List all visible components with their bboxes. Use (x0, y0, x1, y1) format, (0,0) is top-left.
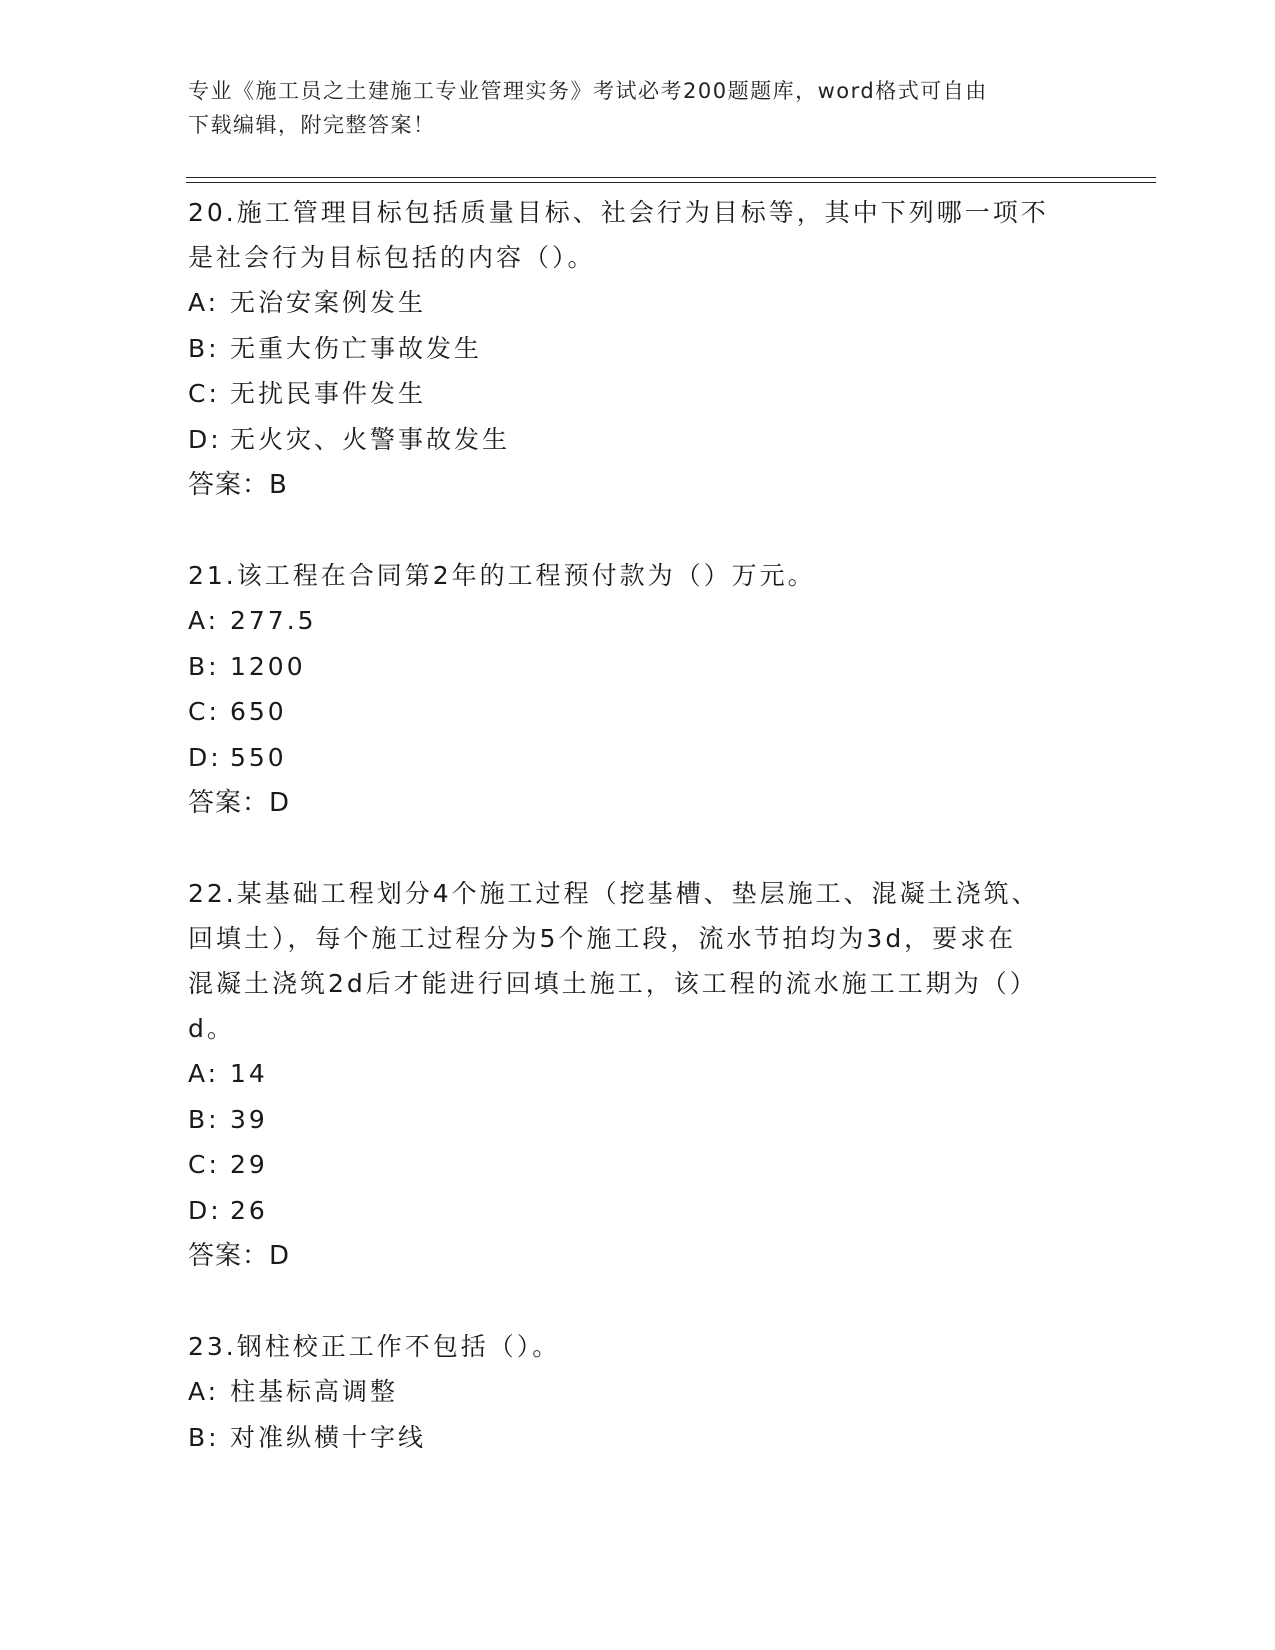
option-a (188, 598, 1078, 644)
option-c (188, 371, 1078, 417)
option-text: 无火灾、火警事故发生 (230, 424, 511, 454)
option-letter: B: (188, 1422, 220, 1452)
question-stem-line: 回填土），每个施工过程分为5个施工段，流水节拍均为3d，要求在 (188, 924, 1017, 953)
option-b (188, 326, 1078, 372)
question-stem-line: 20.施工管理目标包括质量目标、社会行为目标等，其中下列哪一项不 (188, 198, 1049, 227)
answer-line: 答案：D (188, 788, 291, 818)
option-letter: D: (188, 1195, 222, 1225)
option-letter: C: (188, 379, 220, 408)
question-stem-line: 21.该工程在合同第2年的工程预付款为（）万元。 (188, 561, 816, 590)
option-letter: A: (188, 606, 220, 635)
option-letter: D: (188, 424, 222, 454)
question-stem-line: 23.钢柱校正工作不包括（）。 (188, 1332, 561, 1361)
option-d (188, 1188, 1078, 1234)
header-divider-bottom (186, 182, 1156, 183)
option-letter: A: (188, 288, 220, 317)
option-b (188, 1415, 1078, 1461)
option-text: 无治安案例发生 (230, 288, 427, 317)
option-a (188, 1369, 1078, 1415)
option-letter: C: (188, 1150, 220, 1179)
option-text: 29 (230, 1150, 268, 1179)
option-b (188, 1097, 1078, 1143)
option-d (188, 735, 1078, 781)
question-stem-line: d。 (188, 1014, 235, 1043)
option-text: 650 (230, 697, 287, 726)
option-letter: A: (188, 1059, 220, 1088)
option-text: 1200 (230, 651, 306, 681)
option-letter: A: (188, 1377, 220, 1406)
question-20 (188, 190, 1078, 508)
question-22 (188, 871, 1078, 1279)
option-letter: B: (188, 651, 220, 681)
option-letter: C: (188, 697, 220, 726)
document-header (188, 74, 1068, 142)
question-23 (188, 1324, 1078, 1460)
option-text: 26 (230, 1195, 268, 1225)
option-b (188, 644, 1078, 690)
option-c (188, 689, 1078, 735)
option-a (188, 280, 1078, 326)
spacer (188, 826, 1078, 871)
header-line-2: 下载编辑，附完整答案！ (188, 113, 436, 137)
option-text: 550 (230, 742, 287, 772)
option-text: 14 (230, 1059, 268, 1088)
option-text: 277.5 (230, 606, 317, 635)
answer-line: 答案：D (188, 1241, 291, 1271)
option-letter: B: (188, 333, 220, 363)
question-stem-line: 是社会行为目标包括的内容（）。 (188, 243, 596, 272)
option-text: 39 (230, 1104, 268, 1134)
option-letter: B: (188, 1104, 220, 1134)
question-stem-line: 22.某基础工程划分4个施工过程（挖基槽、垫层施工、混凝土浇筑、 (188, 879, 1040, 908)
answer-line: 答案：B (188, 470, 288, 500)
option-text: 柱基标高调整 (230, 1377, 399, 1406)
option-d (188, 417, 1078, 463)
question-list (188, 190, 1078, 1460)
option-c (188, 1142, 1078, 1188)
header-divider-top (186, 177, 1156, 178)
option-a (188, 1051, 1078, 1097)
spacer (188, 508, 1078, 553)
header-line-1: 专业《施工员之土建施工专业管理实务》考试必考200题题库，word格式可自由 (188, 79, 988, 103)
spacer (188, 1279, 1078, 1324)
option-text: 无重大伤亡事故发生 (230, 333, 483, 363)
option-text: 对准纵横十字线 (230, 1422, 427, 1452)
question-21 (188, 553, 1078, 826)
option-text: 无扰民事件发生 (230, 379, 427, 408)
option-letter: D: (188, 742, 222, 772)
question-stem-line: 混凝土浇筑2d后才能进行回填土施工，该工程的流水施工工期为（） (188, 969, 1038, 998)
